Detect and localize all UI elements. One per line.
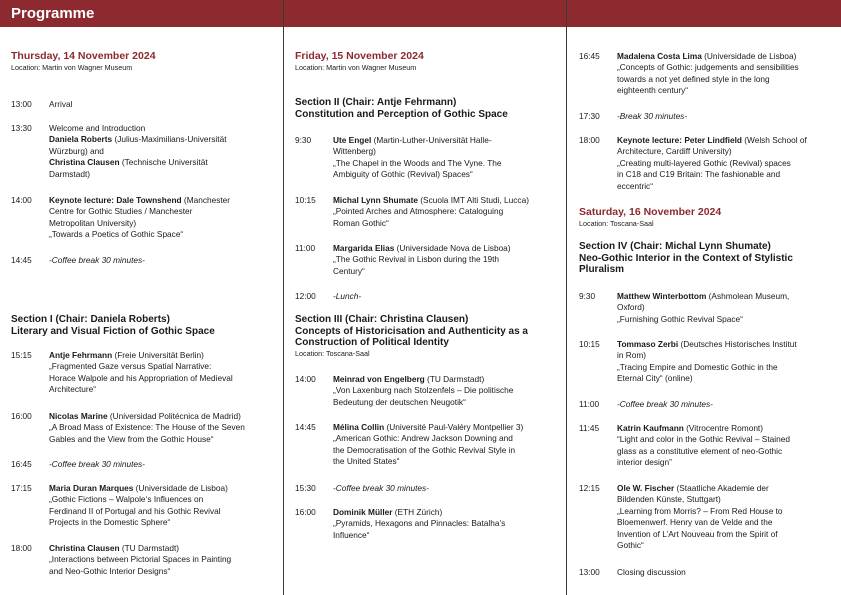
speaker-affiliation: (Universidad Politécnica de Madrid) bbox=[107, 411, 241, 421]
speaker-affiliation: (Technische Universität bbox=[119, 157, 208, 168]
talk-title: and Neo-Gothic Interior Designs“ bbox=[49, 565, 171, 576]
section-location: Location: Toscana-Saal bbox=[295, 348, 370, 358]
speaker-name: Nicolas Marine bbox=[49, 411, 108, 421]
day-title: Thursday, 14 November 2024 bbox=[11, 50, 156, 62]
speaker-name: Maria Duran Marques bbox=[49, 483, 134, 493]
day-title: Friday, 15 November 2024 bbox=[295, 50, 424, 62]
section-title: Literary and Visual Fiction of Gothic Space bbox=[11, 325, 215, 337]
speaker-affiliation: in Rom) bbox=[617, 350, 647, 361]
section-heading-4 bbox=[579, 241, 837, 276]
talk-title: eighteenth century“ bbox=[617, 85, 689, 96]
talk-title: „Fragmented Gaze versus Spatial Narrative: bbox=[49, 361, 212, 372]
schedule-item-lunch bbox=[295, 291, 561, 302]
speaker-affiliation: Bildenden Künste, Stuttgart) bbox=[617, 494, 721, 505]
speaker-name: Madalena Costa Lima bbox=[617, 51, 702, 61]
column-divider bbox=[283, 0, 284, 595]
item-text: -Lunch- bbox=[333, 291, 362, 301]
talk-title: „A Broad Mass of Existence: The House of the Seven bbox=[49, 422, 245, 433]
schedule-item-keynote-lindfield bbox=[579, 135, 837, 192]
talk-title: Invention of L’Art Nouveau from the Spirit of bbox=[617, 528, 778, 539]
section-title: Constitution and Perception of Gothic Space bbox=[295, 108, 508, 120]
talk-title: Bloemenwerf. Henry van de Velde and the bbox=[617, 517, 773, 528]
talk-title: interior design” bbox=[617, 457, 672, 468]
schedule-item-zerbi bbox=[579, 339, 837, 385]
talk-title: „Towards a Poetics of Gothic Space“ bbox=[49, 229, 184, 240]
talk-title: Ferdinand II of Portugal and his Gothic Revival bbox=[49, 505, 221, 516]
column-friday-saturday bbox=[579, 0, 837, 595]
talk-title: „Learning from Morris? – From Red House to bbox=[617, 505, 783, 516]
talk-title: the Democratisation of the Gothic Revival Style in bbox=[333, 444, 516, 455]
item-time: 13:30 bbox=[11, 123, 32, 133]
item-time: 14:45 bbox=[11, 255, 32, 265]
schedule-item-engel bbox=[295, 135, 561, 181]
talk-title: „Tracing Empire and Domestic Gothic in the bbox=[617, 361, 778, 372]
schedule-item-clausen bbox=[11, 543, 279, 577]
item-time: 15:15 bbox=[11, 350, 32, 360]
speaker-name: Keynote lecture: Dale Townshend bbox=[49, 195, 182, 205]
speaker-affiliation: (Freie Universität Berlin) bbox=[112, 350, 204, 360]
speaker-affiliation: Centre for Gothic Studies / Manchester bbox=[49, 206, 193, 217]
schedule-item-lima bbox=[579, 51, 837, 97]
item-text: -Coffee break 30 minutes- bbox=[617, 399, 713, 409]
schedule-item-closing bbox=[579, 567, 837, 578]
talk-title: Century“ bbox=[333, 265, 365, 276]
schedule-item-marine bbox=[11, 411, 279, 445]
talk-title: „Pointed Arches and Atmosphere: Cataloguing bbox=[333, 206, 504, 217]
talk-title: glass as a constitutive element of neo-Gothic bbox=[617, 445, 783, 456]
item-time: 17:30 bbox=[579, 111, 600, 121]
day-location: Location: Toscana-Saal bbox=[579, 219, 654, 228]
item-time: 16:45 bbox=[11, 459, 32, 469]
section-title: Section III (Chair: Christina Clausen) bbox=[295, 314, 469, 325]
speaker-affiliation: (Scuola IMT Alti Studi, Lucca) bbox=[417, 195, 529, 205]
talk-title: towards a not yet defined style in the long bbox=[617, 73, 770, 84]
item-text: -Coffee break 30 minutes- bbox=[49, 459, 145, 469]
schedule-item-break bbox=[579, 111, 837, 122]
schedule-item-coffee-break bbox=[579, 399, 837, 410]
item-time: 9:30 bbox=[295, 135, 312, 145]
day-location: Location: Martin von Wagner Museum bbox=[11, 63, 133, 72]
schedule-item-kaufmann bbox=[579, 423, 837, 469]
talk-title: Projects in the Domestic Sphere“ bbox=[49, 517, 171, 528]
item-time: 13:00 bbox=[579, 567, 600, 577]
day-title: Saturday, 16 November 2024 bbox=[579, 206, 722, 218]
speaker-name: Matthew Winterbottom bbox=[617, 291, 707, 301]
talk-title: Roman Gothic“ bbox=[333, 217, 389, 228]
schedule-item-marques bbox=[11, 483, 279, 529]
section-title: Section II (Chair: Antje Fehrmann) bbox=[295, 97, 457, 108]
talk-title: Architecture“ bbox=[49, 384, 97, 395]
schedule-item-fischer bbox=[579, 483, 837, 551]
speaker-name: Antje Fehrmann bbox=[49, 350, 113, 360]
schedule-item-muller bbox=[295, 507, 561, 541]
speaker-affiliation: (TU Darmstadt) bbox=[424, 374, 485, 384]
item-time: 16:00 bbox=[11, 411, 32, 421]
talk-title: Influence“ bbox=[333, 529, 370, 540]
speaker-name: Ole W. Fischer bbox=[617, 483, 675, 493]
schedule-item-welcome bbox=[11, 123, 279, 180]
section-title: Concepts of Historicisation and Authenticity as a bbox=[295, 325, 528, 337]
item-text: Closing discussion bbox=[617, 567, 686, 577]
section-heading-2 bbox=[295, 97, 561, 120]
speaker-name: Michal Lynn Shumate bbox=[333, 195, 418, 205]
day-heading-friday bbox=[295, 50, 561, 72]
speaker-affiliation: (Université Paul-Valéry Montpellier 3) bbox=[384, 422, 524, 432]
talk-title: Horace Walpole and his Appropriation of Medieval bbox=[49, 372, 233, 383]
speaker-affiliation: (Universidade de Lisboa) bbox=[133, 483, 228, 493]
item-text: Welcome and Introduction bbox=[49, 123, 146, 133]
item-time: 11:00 bbox=[579, 399, 600, 409]
section-title: Section I (Chair: Daniela Roberts) bbox=[11, 314, 170, 325]
section-title: Section IV (Chair: Michal Lynn Shumate) bbox=[579, 241, 771, 252]
schedule-item-keynote-townshend bbox=[11, 195, 279, 241]
speaker-affiliation: (Welsh School of bbox=[741, 135, 807, 145]
talk-title: Gothic“ bbox=[617, 540, 644, 551]
item-time: 9:30 bbox=[579, 291, 596, 301]
speaker-affiliation: (Martin-Luther-Universität Halle- bbox=[371, 135, 492, 145]
speaker-name: Keynote lecture: Peter Lindfield bbox=[617, 135, 742, 145]
talk-title: “Light and color in the Gothic Revival – Stained bbox=[617, 434, 790, 445]
item-time: 11:45 bbox=[579, 423, 600, 433]
schedule-item-shumate bbox=[295, 195, 561, 229]
column-divider bbox=[566, 0, 567, 595]
talk-title: Gables and the View from the Gothic House“ bbox=[49, 433, 214, 444]
talk-title: „The Chapel in the Woods and The Vyne. The bbox=[333, 157, 502, 168]
talk-title: Bedeutung der deutschen Neugotik“ bbox=[333, 396, 466, 407]
speaker-affiliation: (TU Darmstadt) bbox=[119, 543, 180, 553]
speaker-affiliation: (Staatliche Akademie der bbox=[674, 483, 769, 493]
section-title: Construction of Political Identity bbox=[295, 337, 449, 348]
schedule-item-coffee-break bbox=[11, 255, 279, 266]
item-time: 17:15 bbox=[11, 483, 32, 493]
column-friday bbox=[295, 0, 561, 595]
speaker-affiliation: Wittenberg) bbox=[333, 146, 376, 157]
talk-title: Eternal City“ (online) bbox=[617, 373, 693, 384]
schedule-item-collin bbox=[295, 422, 561, 468]
speaker-name: Tommaso Zerbi bbox=[617, 339, 679, 349]
section-title: Neo-Gothic Interior in the Context of Stylistic bbox=[579, 252, 793, 264]
speaker-affiliation: Metropolitan University) bbox=[49, 217, 137, 228]
speaker-name: Katrin Kaufmann bbox=[617, 423, 684, 433]
speaker-name: Margarida Elias bbox=[333, 243, 395, 253]
item-time: 12:15 bbox=[579, 483, 600, 493]
section-heading-1 bbox=[11, 314, 279, 337]
speaker-affiliation: (Manchester bbox=[181, 195, 231, 205]
day-location: Location: Martin von Wagner Museum bbox=[295, 63, 417, 72]
talk-title: „Pyramids, Hexagons and Pinnacles: Batalha’s bbox=[333, 518, 506, 529]
item-time: 13:00 bbox=[11, 99, 32, 109]
speaker-affiliation: Architecture, Cardiff University) bbox=[617, 146, 732, 157]
speaker-name: Christina Clausen bbox=[49, 543, 120, 553]
page-title: Programme bbox=[11, 5, 95, 22]
speaker-affiliation: (ETH Zürich) bbox=[392, 507, 443, 517]
talk-title: Ambiguity of Gothic (Revival) Spaces“ bbox=[333, 169, 473, 180]
talk-title: „Von Laxenburg nach Stolzenfels – Die politische bbox=[333, 385, 514, 396]
schedule-item-engelberg bbox=[295, 374, 561, 408]
schedule-item-arrival bbox=[11, 99, 279, 110]
speaker-name: Daniela Roberts bbox=[49, 134, 113, 145]
speaker-name: Meinrad von Engelberg bbox=[333, 374, 425, 384]
item-time: 18:00 bbox=[579, 135, 600, 145]
speaker-name: Mélina Collin bbox=[333, 422, 385, 432]
speaker-affiliation: (Deutsches Historisches Institut bbox=[678, 339, 797, 349]
speaker-name: Ute Engel bbox=[333, 135, 372, 145]
speaker-affiliation: Darmstadt) bbox=[49, 168, 91, 179]
item-time: 10:15 bbox=[579, 339, 600, 349]
item-time: 15:30 bbox=[295, 483, 316, 493]
section-heading-3 bbox=[295, 314, 561, 358]
item-time: 14:00 bbox=[295, 374, 316, 384]
schedule-item-fehrmann bbox=[11, 350, 279, 396]
talk-title: „Concepts of Gothic: judgements and sensibilities bbox=[617, 62, 799, 73]
talk-title: eccentric“ bbox=[617, 180, 653, 191]
speaker-name: Christina Clausen bbox=[49, 157, 120, 168]
talk-title: in C18 and C19 Britain: The fashionable and bbox=[617, 169, 781, 180]
item-time: 11:00 bbox=[295, 243, 316, 253]
schedule-item-coffee-break bbox=[295, 483, 561, 494]
speaker-affiliation: (Ashmolean Museum, bbox=[706, 291, 790, 301]
talk-title: „American Gothic: Andrew Jackson Downing and bbox=[333, 433, 513, 444]
item-time: 12:00 bbox=[295, 291, 316, 301]
item-time: 14:00 bbox=[11, 195, 32, 205]
talk-title: „Creating multi-layered Gothic (Revival) spaces bbox=[617, 157, 791, 168]
talk-title: „Interactions between Pictorial Spaces in Painting bbox=[49, 554, 232, 565]
item-text: -Coffee break 30 minutes- bbox=[333, 483, 429, 493]
day-heading-thursday bbox=[11, 50, 279, 72]
speaker-affiliation: (Julius-Maximilians-Universität bbox=[112, 134, 227, 145]
item-text: -Coffee break 30 minutes- bbox=[49, 255, 145, 265]
section-title: Pluralism bbox=[579, 264, 625, 275]
item-time: 18:00 bbox=[11, 543, 32, 553]
item-time: 10:15 bbox=[295, 195, 316, 205]
item-text: Arrival bbox=[49, 99, 73, 109]
speaker-affiliation: Würzburg) and bbox=[49, 145, 104, 156]
speaker-name: Dominik Müller bbox=[333, 507, 393, 517]
talk-title: the United States“ bbox=[333, 456, 400, 467]
day-heading-saturday bbox=[579, 206, 837, 228]
talk-title: „The Gothic Revival in Lisbon during the 19th bbox=[333, 254, 500, 265]
schedule-item-winterbottom bbox=[579, 291, 837, 325]
schedule-item-coffee-break bbox=[11, 459, 279, 470]
schedule-item-elias bbox=[295, 243, 561, 277]
speaker-affiliation: (Universidade de Lisboa) bbox=[701, 51, 797, 61]
item-time: 14:45 bbox=[295, 422, 316, 432]
speaker-affiliation: (Universidade Nova de Lisboa) bbox=[394, 243, 511, 253]
talk-title: „Furnishing Gothic Revival Space“ bbox=[617, 313, 743, 324]
column-thursday bbox=[11, 0, 279, 595]
item-time: 16:00 bbox=[295, 507, 316, 517]
item-text: -Break 30 minutes- bbox=[617, 111, 688, 121]
talk-title: „Gothic Fictions – Walpole‘s Influences on bbox=[49, 494, 204, 505]
item-time: 16:45 bbox=[579, 51, 600, 61]
speaker-affiliation: (Vitrocentre Romont) bbox=[683, 423, 764, 433]
speaker-affiliation: Oxford) bbox=[617, 302, 645, 313]
